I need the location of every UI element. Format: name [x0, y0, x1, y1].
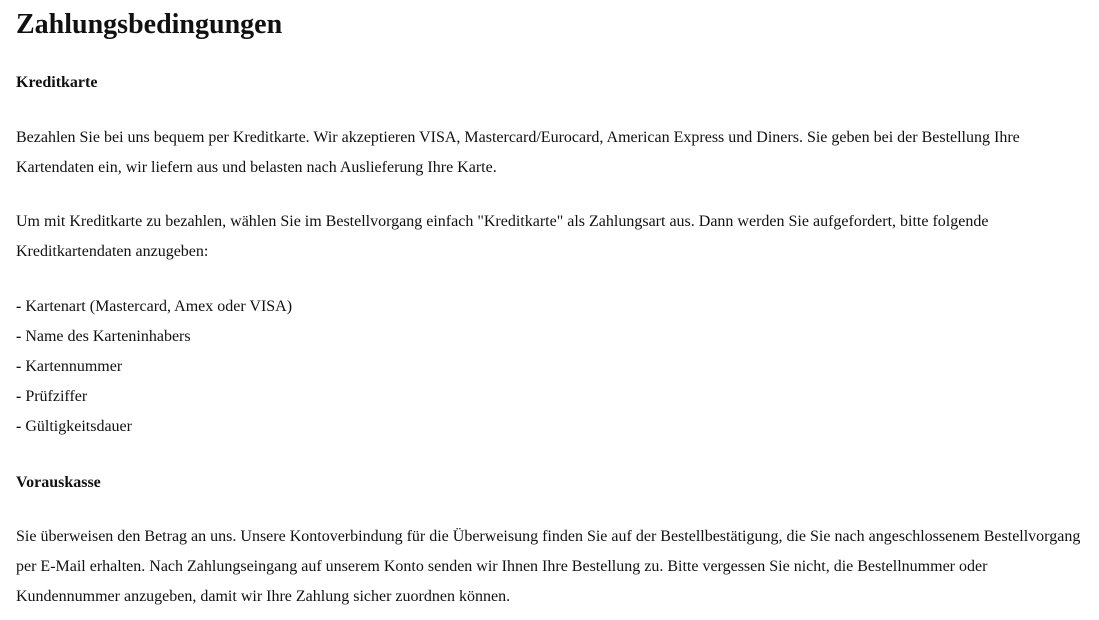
paragraph-kreditkarte-instructions: Um mit Kreditkarte zu bezahlen, wählen Sie im Bestellvorgang einfach "Kreditkarte" als Zahlungsart aus. Dann werden Sie aufgefordert, bitte folgende Kreditkartendaten anzugeben:: [16, 213, 989, 260]
list-item: - Name des Karteninhabers: [16, 328, 191, 345]
paragraph-vorauskasse: Sie überweisen den Betrag an uns. Unsere Kontoverbindung für die Überweisung finden Sie auf der Bestellbestätigung, die Sie nach angeschlossenem Bestellvorgang per E-Mail erhalten. Nach Zahlungseingang auf unserem Konto senden wir Ihnen Ihre Bestellung zu. Bitte vergessen Sie nicht, die Bestellnummer oder Kundennummer anzugeben, damit wir Ihre Zahlung sicher zuordnen können.: [16, 528, 1081, 605]
list-marker: -: [16, 388, 22, 405]
section-heading-kreditkarte: Kreditkarte: [16, 74, 98, 91]
list-item: - Kartennummer: [16, 358, 123, 375]
list-marker: -: [16, 298, 22, 315]
list-marker: -: [16, 418, 22, 435]
list-marker: -: [16, 358, 22, 375]
list-item: - Kartenart (Mastercard, Amex oder VISA): [16, 298, 293, 315]
paragraph-kreditkarte-intro: Bezahlen Sie bei uns bequem per Kreditkarte. Wir akzeptieren VISA, Mastercard/Eurocard, American Express und Diners. Sie geben bei der Bestellung Ihre Kartendaten ein, wir liefern aus und belasten nach Auslieferung Ihre Karte.: [16, 129, 1020, 176]
page-title: Zahlungsbedingungen: [16, 9, 283, 40]
list-marker: -: [16, 328, 22, 345]
list-item: - Gültigkeitsdauer: [16, 418, 132, 435]
card-data-list: [16, 292, 292, 442]
list-item: - Prüfziffer: [16, 388, 88, 405]
section-heading-vorauskasse: Vorauskasse: [16, 474, 101, 491]
